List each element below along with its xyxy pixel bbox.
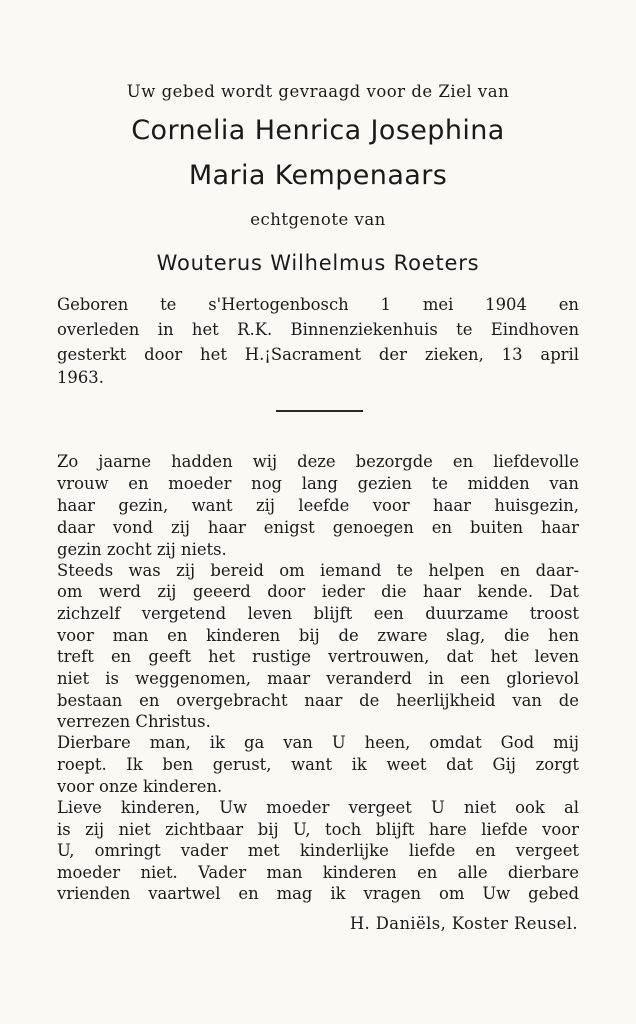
body-line: Lieve kinderen, Uw moeder vergeet U niet ook al	[57, 798, 579, 817]
birth-death-line: overleden in het R.K. Binnenziekenhuis te Eindhoven	[57, 320, 579, 339]
body-line: moeder niet. Vader man kinderen en alle dierbare	[57, 863, 579, 882]
body-line: Dierbare man, ik ga van U heen, omdat God mij	[57, 733, 579, 752]
body-line: gezin zocht zij niets.	[57, 540, 227, 559]
body-line: bestaan en overgebracht naar de heerlijkheid van de	[57, 691, 579, 710]
body-line: Steeds was zij bereid om iemand te helpen en daar-	[57, 561, 579, 580]
deceased-name-line-2: Maria Kempenaars	[188, 160, 448, 191]
printer-signature: H. Daniëls, Koster Reusel.	[349, 914, 578, 933]
divider-rule	[276, 410, 363, 412]
deceased-name-line-1: Cornelia Henrica Josephina	[131, 115, 505, 146]
body-line: voor onze kinderen.	[57, 777, 223, 796]
body-line: zichzelf vergetend leven blijft een duurzame troost	[57, 604, 579, 623]
body-line: haar gezin, want zij leefde voor haar huisgezin,	[57, 496, 579, 515]
body-line: U, omringt vader met kinderlijke liefde en vergeet	[57, 841, 579, 860]
spouse-name: Wouterus Wilhelmus Roeters	[156, 251, 480, 275]
birth-death-line: 1963.	[57, 368, 104, 387]
body-line: om werd zij geeerd door ieder die haar kende. Dat	[57, 582, 579, 601]
body-line: is zij niet zichtbaar bij U, toch blijft hare liefde voor	[57, 820, 579, 839]
body-line: verrezen Christus.	[57, 712, 211, 731]
body-line: vrouw en moeder nog lang gezien te midden van	[57, 474, 579, 493]
body-line: niet is weggenomen, maar veranderd in een glorievol	[57, 669, 579, 688]
birth-death-line: Geboren te s'Hertogenbosch 1 mei 1904 en	[57, 295, 579, 314]
body-line: daar vond zij haar enigst genoegen en buiten haar	[57, 518, 579, 537]
body-line: treft en geeft het rustige vertrouwen, dat het leven	[57, 647, 579, 666]
spouse-intro: echtgenote van	[250, 210, 386, 229]
body-line: vrienden vaartwel en mag ik vragen om Uw gebed	[57, 884, 579, 903]
birth-death-line: gesterkt door het H.¡Sacrament der zieken, 13 april	[57, 345, 579, 364]
prayer-request-heading: Uw gebed wordt gevraagd voor de Ziel van	[126, 82, 510, 101]
body-line: voor man en kinderen bij de zware slag, die hen	[57, 626, 579, 645]
body-line: Zo jaarne hadden wij deze bezorgde en liefdevolle	[57, 452, 579, 471]
body-line: roept. Ik ben gerust, want ik weet dat Gij zorgt	[57, 755, 579, 774]
